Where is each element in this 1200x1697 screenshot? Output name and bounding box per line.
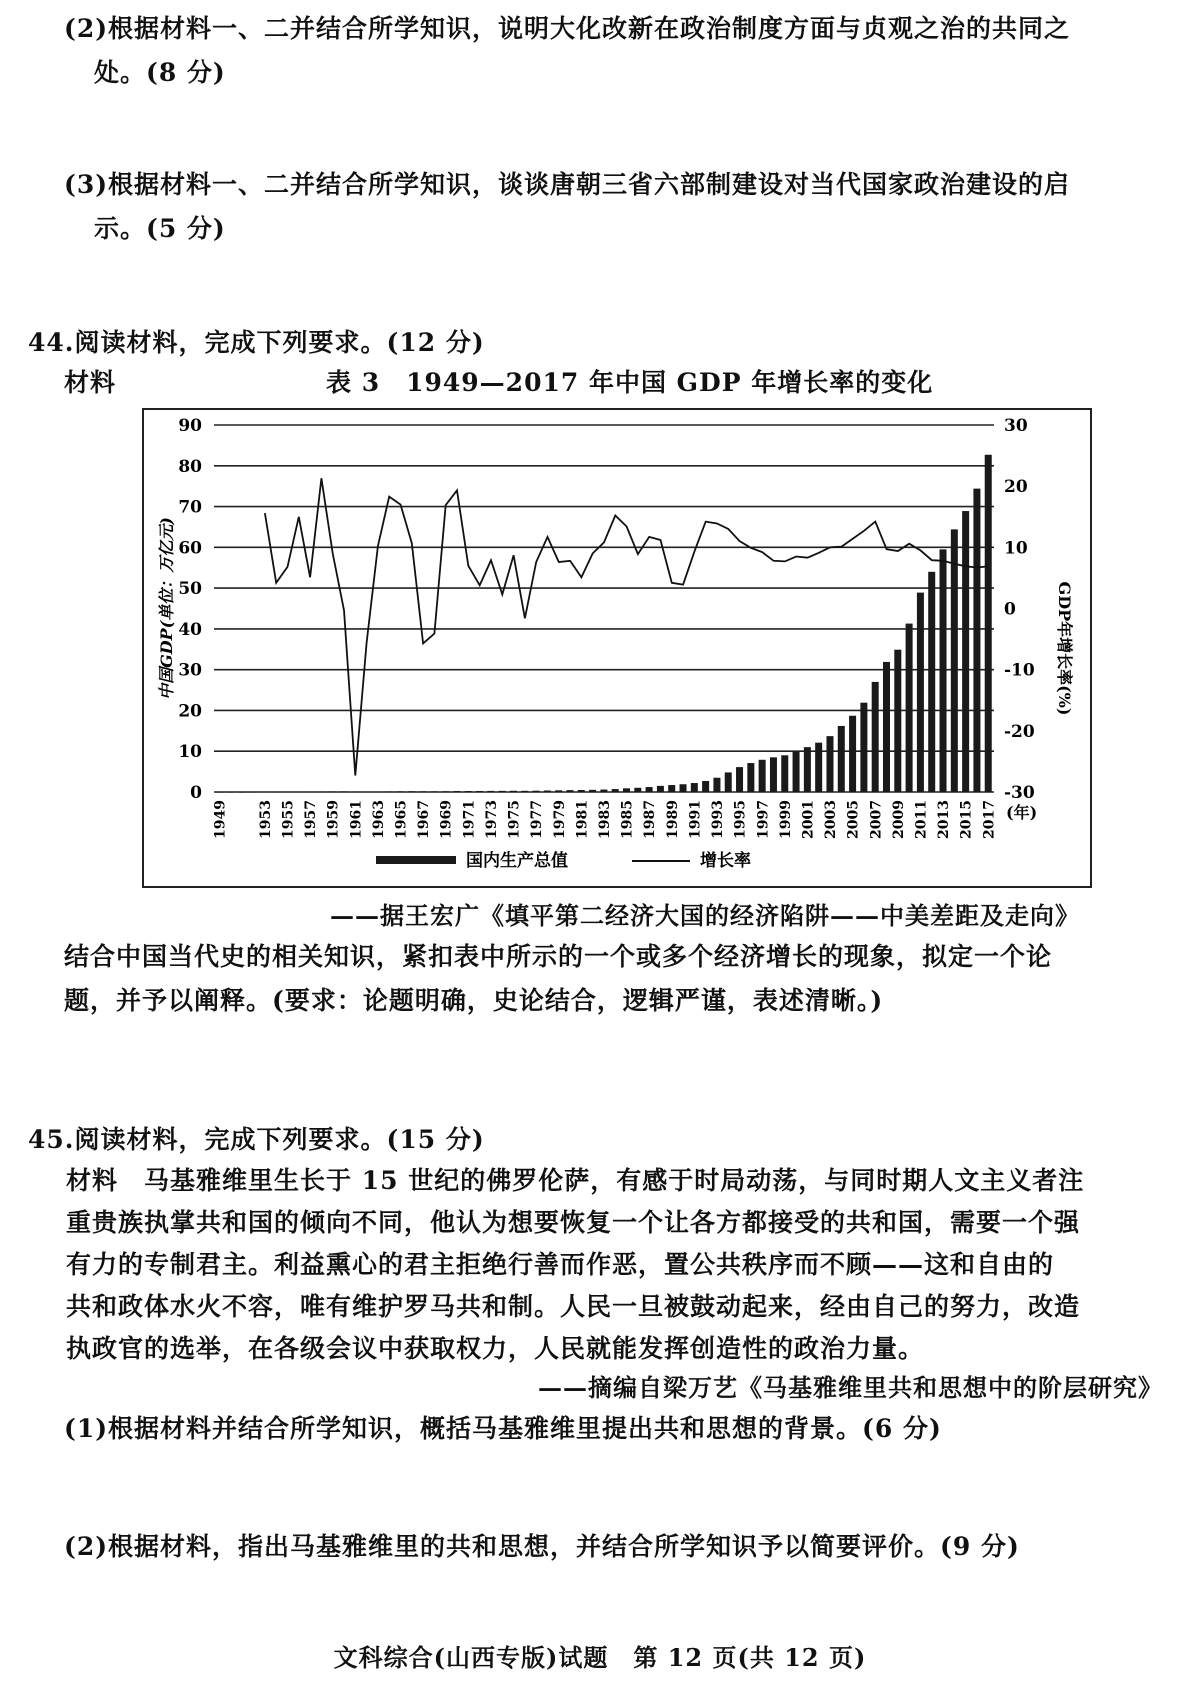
gdp-bar [261, 792, 268, 793]
gdp-bar [589, 790, 596, 792]
gdp-bar [973, 489, 980, 792]
y2-tick-label: -30 [1004, 783, 1035, 803]
x-tick-label: 1967 [416, 800, 433, 839]
gdp-bar [408, 791, 415, 792]
gdp-bar [250, 792, 257, 793]
y-axis-title: 中国GDP(单位：万亿元) [157, 517, 176, 700]
x-tick-label: 1997 [755, 800, 772, 839]
x-tick-label: 2015 [958, 800, 975, 839]
q43-part3-line2: 示。(5 分) [94, 214, 226, 243]
page-footer: 文科综合(山西专版)试题 第 12 页(共 12 页) [333, 1643, 867, 1672]
q43-part2-line2: 处。(8 分) [94, 58, 226, 87]
x-tick-label: 1965 [393, 800, 410, 839]
gdp-bar [363, 792, 370, 793]
gdp-bar [883, 662, 890, 792]
gdp-bar [713, 778, 720, 792]
legend-bar-label: 国内生产总值 [466, 851, 568, 871]
q45-header: 45.阅读材料，完成下列要求。(15 分) [28, 1125, 485, 1154]
q44-task-line2: 题，并予以阐释。(要求：论题明确，史论结合，逻辑严谨，表述清晰。) [64, 986, 884, 1015]
x-tick-label: 1959 [325, 800, 342, 839]
gdp-bar [227, 792, 234, 793]
gdp-bar [793, 751, 800, 792]
y2-tick-label: 0 [1004, 599, 1016, 620]
x-tick-label: 2005 [845, 800, 862, 839]
x-tick-label: 1975 [506, 800, 523, 839]
q45-material-line2: 重贵族执掌共和国的倾向不同，他认为想要恢复一个让各方都接受的共和国，需要一个强 [66, 1208, 1081, 1237]
y-tick-label: 50 [178, 579, 202, 600]
x-tick-label: 1983 [597, 800, 613, 839]
gdp-bar [544, 790, 551, 792]
q45-material-line3: 有力的专制君主。利益熏心的君主拒绝行善而作恶，置公共秩序而不顾——这和自由的 [66, 1250, 1055, 1279]
y-tick-label: 30 [178, 660, 202, 681]
gdp-bar [555, 790, 562, 792]
x-tick-label: 1999 [777, 800, 794, 839]
gdp-bar [465, 791, 472, 792]
gdp-bar [318, 791, 325, 792]
y2-tick-label: 30 [1004, 416, 1028, 436]
gdp-bar [284, 792, 291, 793]
gdp-bar [860, 703, 867, 792]
gdp-bar [216, 792, 223, 793]
gdp-bar [736, 767, 743, 792]
gdp-bar [374, 792, 381, 793]
gdp-bar [487, 791, 494, 792]
gdp-chart-svg [144, 410, 1090, 886]
gdp-bar [397, 791, 404, 792]
gdp-bar [476, 791, 483, 792]
gdp-bar [510, 791, 517, 792]
y2-tick-label: -20 [1004, 721, 1035, 742]
gdp-bar [295, 792, 302, 793]
gdp-bar [431, 791, 438, 792]
q45-part1: (1)根据材料并结合所学知识，概括马基雅维里提出共和思想的背景。(6 分) [64, 1414, 942, 1443]
gdp-bar [906, 624, 913, 792]
x-tick-label: 1949 [212, 800, 229, 839]
gdp-bar [759, 760, 766, 792]
x-tick-label: 1993 [710, 800, 727, 839]
gdp-bar [940, 549, 947, 792]
q45-material-line5: 执政官的选举，在各级会议中获取权力，人民就能发挥创造性的政治力量。 [66, 1334, 925, 1363]
gdp-bar [420, 791, 427, 792]
x-tick-label: 1971 [461, 800, 478, 839]
gdp-bar [770, 757, 777, 792]
gdp-bar [691, 783, 698, 792]
q44-table-title: 表 3 1949—2017 年中国 GDP 年增长率的变化 [326, 368, 934, 397]
y-tick-label: 90 [178, 416, 202, 436]
gdp-bar [340, 791, 347, 792]
gdp-bar [623, 788, 630, 792]
y-tick-label: 20 [178, 701, 202, 722]
x-tick-label: 2017 [981, 800, 998, 839]
y2-axis-title: GDP年增长率(%) [1055, 581, 1074, 716]
y2-tick-label: -10 [1004, 660, 1035, 681]
y2-tick-label: 20 [1004, 477, 1028, 498]
gdp-bar [329, 791, 336, 792]
x-tick-label: 1985 [619, 800, 636, 839]
gdp-bar [442, 791, 449, 792]
x-tick-label: 1957 [303, 800, 320, 839]
x-tick-label: 2003 [823, 800, 840, 839]
gdp-bar [838, 726, 845, 792]
gdp-bar [578, 790, 585, 792]
x-tick-label: 1987 [642, 800, 659, 839]
q45-part2: (2)根据材料，指出马基雅维里的共和思想，并结合所学知识予以简要评价。(9 分) [64, 1532, 1020, 1561]
q44-material-label: 材料 [64, 368, 117, 397]
gdp-bar [612, 789, 619, 792]
x-tick-label: 1963 [370, 800, 387, 839]
growth-rate-line [265, 478, 988, 775]
y-tick-label: 40 [178, 619, 202, 640]
gdp-bar [680, 784, 687, 792]
gdp-bar [815, 743, 822, 792]
gdp-bar [306, 792, 313, 793]
x-tick-label: 1953 [257, 800, 274, 839]
x-tick-label: 1991 [687, 800, 704, 839]
x-tick-label: 1969 [438, 800, 455, 839]
x-tick-label: 1979 [551, 800, 568, 839]
gdp-bar [499, 791, 506, 792]
gdp-bar [917, 593, 924, 792]
gdp-bar [804, 747, 811, 792]
q44-header: 44.阅读材料，完成下列要求。(12 分) [28, 328, 485, 357]
q45-material-line4: 共和政体水火不容，唯有维护罗马共和制。人民一旦被鼓动起来，经由自己的努力，改造 [66, 1292, 1081, 1321]
gdp-bar [453, 791, 460, 792]
x-tick-label: 1981 [574, 800, 591, 839]
x-tick-label: 2009 [890, 800, 907, 839]
q45-material-line1: 材料 马基雅维里生长于 15 世纪的佛罗伦萨，有感于时局动荡，与同时期人文主义者注 [66, 1166, 1085, 1195]
gdp-bar [386, 791, 393, 792]
q45-source: ——摘编自梁万艺《马基雅维里共和思想中的阶层研究》 [538, 1373, 1163, 1402]
gdp-bar [781, 755, 788, 792]
gdp-bar [566, 790, 573, 792]
gdp-bar [521, 791, 528, 792]
x-tick-label: 1973 [483, 800, 500, 839]
y-tick-label: 80 [178, 456, 202, 477]
x-unit-label: (年) [1006, 803, 1038, 822]
gdp-bar [600, 790, 607, 792]
gdp-bar [747, 763, 754, 792]
gdp-bar [702, 781, 709, 792]
q43-part3-line1: (3)根据材料一、二并结合所学知识，谈谈唐朝三省六部制建设对当代国家政治建设的启 [64, 170, 1071, 199]
gdp-bar [962, 511, 969, 792]
x-tick-label: 1995 [732, 800, 749, 839]
x-tick-label: 2007 [868, 800, 885, 839]
x-tick-label: 2013 [936, 800, 953, 839]
x-tick-label: 2001 [800, 800, 817, 839]
y-tick-label: 0 [190, 783, 202, 803]
gdp-bar [894, 650, 901, 792]
gdp-bar [849, 716, 856, 792]
gdp-bar [928, 572, 935, 792]
gdp-bar [951, 529, 958, 792]
gdp-bar [273, 792, 280, 793]
gdp-bar [725, 772, 732, 792]
q43-part2-line1: (2)根据材料一、二并结合所学知识，说明大化改新在政治制度方面与贞观之治的共同之 [64, 14, 1071, 43]
gdp-bar [634, 788, 641, 792]
legend-bar-swatch [376, 856, 456, 864]
x-tick-label: 1961 [348, 800, 365, 839]
gdp-bar [239, 792, 246, 793]
y2-tick-label: 10 [1004, 538, 1028, 559]
gdp-bar [872, 682, 879, 792]
gdp-bar [646, 787, 653, 792]
gdp-bar [668, 785, 675, 792]
gdp-bar [352, 792, 359, 793]
x-tick-label: 1955 [280, 800, 297, 839]
x-tick-label: 1977 [529, 800, 546, 839]
gdp-bar [533, 791, 540, 792]
legend-line-label: 增长率 [700, 851, 751, 871]
y-tick-label: 70 [178, 497, 202, 518]
q44-task-line1: 结合中国当代史的相关知识，紧扣表中所示的一个或多个经济增长的现象，拟定一个论 [64, 942, 1053, 971]
x-tick-label: 1989 [664, 800, 681, 839]
gdp-bar [985, 455, 992, 792]
gdp-bar [657, 786, 664, 792]
y-tick-label: 60 [178, 538, 202, 559]
q44-source: ——据王宏广《填平第二经济大国的经济陷阱——中美差距及走向》 [330, 901, 1080, 930]
y-tick-label: 10 [178, 742, 202, 763]
x-tick-label: 2011 [913, 800, 930, 839]
gdp-bar [826, 736, 833, 792]
gdp-chart [142, 408, 1092, 888]
